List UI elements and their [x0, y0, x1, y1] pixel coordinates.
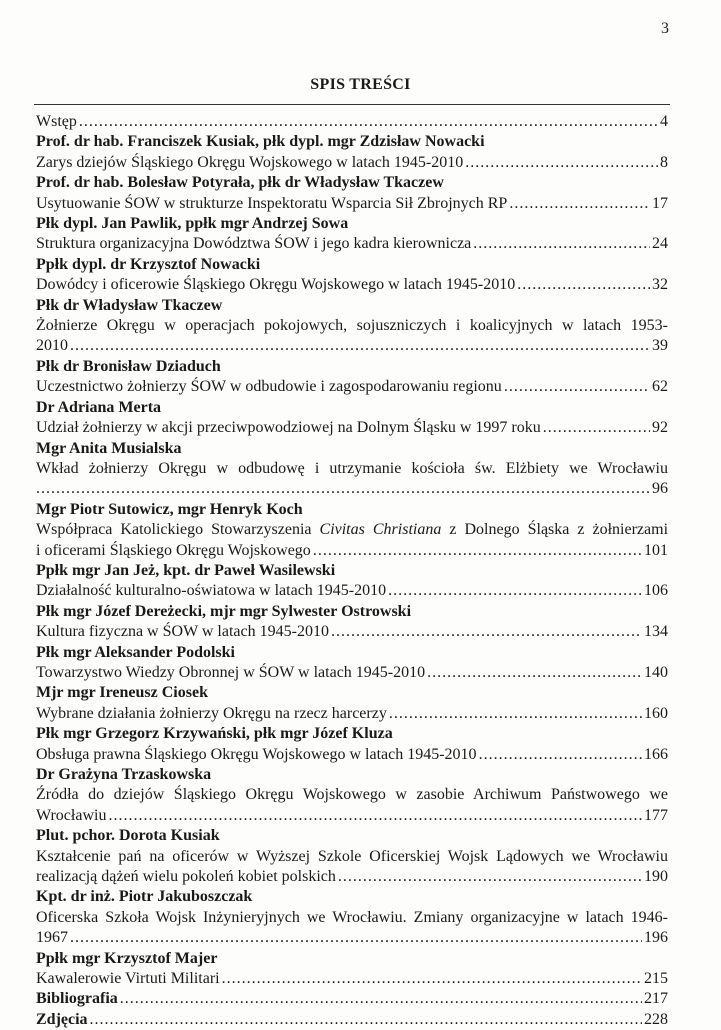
entry-author: Mgr Piotr Sutowicz, mgr Henryk Koch: [36, 500, 303, 518]
dot-leader: [389, 704, 642, 724]
toc-entry: [36, 663, 668, 683]
entry-title: Zdjęcia: [36, 1010, 88, 1028]
toc-entry-intro: [36, 112, 668, 132]
entry-title-continued: i oficerami Śląskiego Okręgu Wojskowego: [36, 541, 311, 559]
entry-author: Plut. pchor. Dorota Kusiak: [36, 827, 220, 845]
entry-title: Usytuowanie ŚOW w strukturze Inspektoratu Wsparcia Sił Zbrojnych RP: [36, 194, 508, 212]
entry-page: 196: [644, 929, 668, 947]
dot-leader: [313, 541, 642, 561]
entry-page: 177: [644, 806, 668, 824]
entry-title-continued: 1967: [36, 929, 68, 947]
toc-entry: [36, 581, 668, 601]
entry-title: [36, 520, 668, 540]
dot-leader: [222, 969, 642, 989]
toc-entry: [36, 704, 668, 724]
toc-entry: [36, 336, 668, 356]
entry-author: Mjr mgr Ireneusz Ciosek: [36, 684, 208, 702]
table-of-contents: [36, 112, 668, 1030]
toc-entry: [36, 377, 668, 397]
toc-entry: [36, 622, 668, 642]
page-title: SPIS TREŚCI: [310, 76, 411, 93]
entry-author: Płk mgr Aleksander Podolski: [36, 643, 235, 661]
dot-leader: [90, 1010, 642, 1030]
entry-author: Ppłk dypl. dr Krzysztof Nowacki: [36, 255, 261, 273]
organization-name: Civitas Christiana: [319, 521, 442, 539]
dot-leader: [36, 479, 652, 499]
entry-page: 96: [652, 480, 668, 498]
entry-page: 140: [644, 663, 668, 681]
toc-entry: [36, 867, 668, 887]
entry-title: Wybrane działania żołnierzy Okręgu na rzecz harcerzy: [36, 704, 387, 722]
entry-page: 190: [644, 868, 668, 886]
toc-entry: [36, 153, 668, 173]
entry-page: 24: [652, 235, 668, 253]
toc-entry: [36, 806, 668, 826]
entry-page: 215: [644, 970, 668, 988]
entry-author: Płk dypl. Jan Pawlik, ppłk mgr Andrzej Sowa: [36, 215, 349, 233]
entry-page: 166: [644, 745, 668, 763]
entry-page: 134: [644, 623, 668, 641]
entry-title: Kawalerowie Virtuti Militari: [36, 970, 220, 988]
dot-leader: [517, 275, 650, 295]
dot-leader: [473, 234, 650, 254]
entry-page: 8: [660, 153, 668, 171]
dot-leader: [509, 194, 650, 214]
entry-author: Kpt. dr inż. Piotr Jakuboszczak: [36, 888, 253, 906]
entry-page: 62: [652, 378, 668, 396]
entry-page: 39: [652, 337, 668, 355]
entry-title: Działalność kulturalno-oświatowa w latach 1945-2010: [36, 582, 387, 600]
dot-leader: [465, 153, 658, 173]
dot-leader: [479, 745, 642, 765]
entry-title: Struktura organizacyjna Dowództwa ŚOW i jego kadra kierownicza: [36, 235, 472, 253]
entry-page: 228: [644, 1010, 668, 1028]
entry-title-continued: realizacją dążeń wielu pokoleń kobiet polskich: [36, 868, 336, 886]
entry-author: Mgr Anita Musialska: [36, 439, 182, 457]
entry-author: Ppłk mgr Krzysztof Majer: [36, 949, 218, 967]
entry-author: Płk mgr Józef Dereżecki, mjr mgr Sylwester Ostrowski: [36, 602, 412, 620]
entry-author: Dr Adriana Merta: [36, 398, 162, 416]
entry-page: 160: [644, 704, 668, 722]
toc-entry: [36, 928, 668, 948]
entry-title: Wkład żołnierzy Okręgu w odbudowę i utrzymanie kościoła św. Elżbiety we Wrocławiu: [36, 459, 668, 477]
toc-entry-bibliography: [36, 989, 668, 1009]
dot-leader: [70, 928, 642, 948]
entry-page: 92: [652, 419, 668, 437]
entry-page: 4: [660, 113, 668, 130]
entry-page: 101: [644, 541, 668, 559]
toc-entry: [36, 194, 668, 214]
toc-entry: [36, 275, 668, 295]
entry-title: Bibliografia: [36, 990, 118, 1008]
toc-entry: [36, 234, 668, 254]
toc-entry: [36, 745, 668, 765]
entry-author: Płk mgr Grzegorz Krzywański, płk mgr Józef Kluza: [36, 725, 393, 743]
entry-author: Prof. dr hab. Bolesław Potyrała, płk dr Władysław Tkaczew: [36, 174, 444, 192]
dot-leader: [120, 989, 642, 1009]
dot-leader: [338, 867, 642, 887]
toc-entry: [36, 479, 668, 499]
entry-title: Oficerska Szkoła Wojsk Inżynieryjnych we Wrocławiu. Zmiany organizacyjne w latach 1946-: [36, 908, 668, 926]
toc-entry: [36, 418, 668, 438]
entry-title: Kształcenie pań na oficerów w Wyższej Szkole Oficerskiej Wojsk Lądowych we Wrocławiu: [36, 847, 668, 865]
dot-leader: [331, 622, 642, 642]
entry-title: Wstęp: [36, 113, 77, 130]
entry-title: Uczestnictwo żołnierzy ŚOW w odbudowie i zagospodarowaniu regionu: [36, 378, 502, 396]
dot-leader: [427, 663, 642, 683]
entry-title: Kultura fizyczna w ŚOW w latach 1945-2010: [36, 623, 329, 641]
entry-page: 217: [644, 990, 668, 1008]
entry-title-continued: 2010: [36, 337, 68, 355]
entry-page: 17: [652, 194, 668, 212]
page-number: 3: [661, 20, 669, 37]
toc-entry-photos: [36, 1010, 668, 1030]
dot-leader: [504, 377, 650, 397]
entry-title: Źródła do dziejów Śląskiego Okręgu Wojskowego w zasobie Archiwum Państwowego we: [36, 786, 668, 804]
dot-leader: [108, 806, 642, 826]
entry-title-part: z Dolnego Śląska z żołnierzami: [441, 521, 669, 539]
entry-page: 106: [644, 582, 668, 600]
entry-title: Dowódcy i oficerowie Śląskiego Okręgu Wojskowego w latach 1945-2010: [36, 276, 516, 294]
dot-leader: [388, 581, 642, 601]
toc-entry: [36, 969, 668, 989]
entry-author: Dr Grażyna Trzaskowska: [36, 766, 212, 783]
entry-author: Płk dr Władysław Tkaczew: [36, 296, 223, 314]
entry-author: Ppłk mgr Jan Jeż, kpt. dr Paweł Wasilewski: [36, 561, 336, 579]
entry-title: Obsługa prawna Śląskiego Okręgu Wojskowego w latach 1945-2010: [36, 745, 477, 763]
entry-title-part: Współpraca Katolickiego Stowarzyszenia: [36, 521, 320, 539]
entry-title: Udział żołnierzy w akcji przeciwpowodziowej na Dolnym Śląsku w 1997 roku: [36, 419, 541, 437]
entry-author: Prof. dr hab. Franciszek Kusiak, płk dypl. mgr Zdzisław Nowacki: [36, 133, 485, 151]
entry-title: Żołnierze Okręgu w operacjach pokojowych, sojuszniczych i koalicyjnych w latach 1953-: [36, 317, 668, 335]
entry-author: Płk dr Bronisław Dziaduch: [36, 357, 221, 375]
dot-leader: [543, 418, 650, 438]
entry-title: Zarys dziejów Śląskiego Okręgu Wojskowego w latach 1945-2010: [36, 153, 464, 171]
entry-title-continued: Wrocławiu: [36, 806, 107, 824]
entry-title: Towarzystwo Wiedzy Obronnej w ŚOW w latach 1945-2010: [36, 663, 426, 681]
toc-entry: [36, 541, 668, 561]
title-divider: [34, 104, 670, 105]
dot-leader: [79, 112, 658, 132]
dot-leader: [70, 336, 650, 356]
entry-page: 32: [652, 276, 668, 294]
